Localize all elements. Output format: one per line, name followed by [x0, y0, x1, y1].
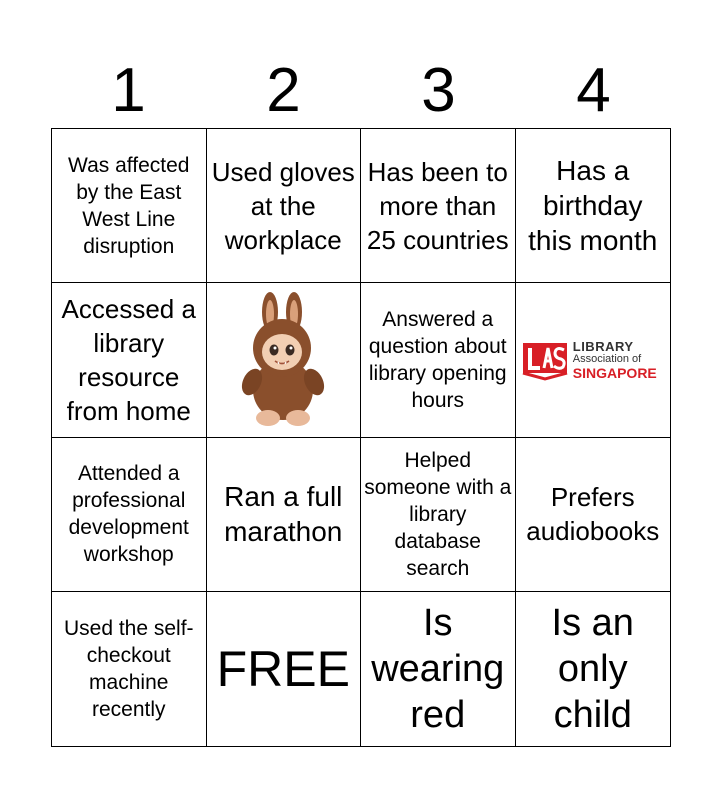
bingo-cell[interactable] [516, 129, 671, 283]
las-logo-icon [520, 339, 570, 381]
logo-text-line1: LIBRARY [572, 338, 634, 354]
bingo-cell[interactable] [361, 129, 516, 283]
bingo-cell[interactable] [52, 129, 207, 283]
bingo-cell[interactable] [361, 283, 516, 437]
cell-text: Prefers audiobooks [526, 482, 660, 547]
column-numbers [51, 54, 671, 128]
bingo-cell[interactable] [52, 283, 207, 437]
bingo-card [51, 128, 671, 747]
bingo-cell[interactable] [207, 129, 362, 283]
bingo-cell[interactable] [516, 592, 671, 746]
column-number-2: 2 [266, 56, 301, 125]
cell-text: Was affected by the East West Line disruption [68, 153, 190, 258]
plush-bunny-mascot-image [228, 290, 338, 430]
cell-text: Used gloves at the workplace [211, 156, 355, 255]
logo-text-line3: SINGAPORE [572, 364, 657, 381]
cell-text: Has a birthday this month [528, 155, 658, 257]
bingo-cell[interactable] [361, 592, 516, 746]
cell-text: Accessed a library resource from home [61, 293, 196, 426]
bingo-cell-image[interactable] [207, 283, 362, 437]
column-number-4: 4 [576, 56, 611, 125]
cell-text: Is an only child [551, 601, 634, 736]
bingo-cell-logo[interactable] [516, 283, 671, 437]
bingo-cell[interactable] [516, 438, 671, 592]
bingo-cell[interactable] [207, 438, 362, 592]
cell-text: Helped someone with a library database search [364, 448, 512, 580]
cell-text: Has been to more than 25 countries [366, 156, 509, 255]
logo-text-line2: Association of [572, 352, 642, 365]
bingo-cell[interactable] [52, 592, 207, 746]
free-space-cell[interactable] [207, 592, 362, 746]
library-association-logo [520, 339, 666, 381]
column-number-1: 1 [111, 56, 146, 125]
column-number-3: 3 [421, 56, 456, 125]
bingo-cell[interactable] [52, 438, 207, 592]
cell-text: Attended a professional development workshop [68, 462, 189, 567]
bingo-cell[interactable] [361, 438, 516, 592]
cell-text: Ran a full marathon [224, 481, 343, 548]
cell-text: Answered a question about library opening hours [368, 307, 507, 412]
free-space-label: FREE [216, 640, 350, 697]
cell-text: Is wearing red [371, 601, 505, 736]
cell-text: Used the self-checkout machine recently [63, 616, 194, 721]
